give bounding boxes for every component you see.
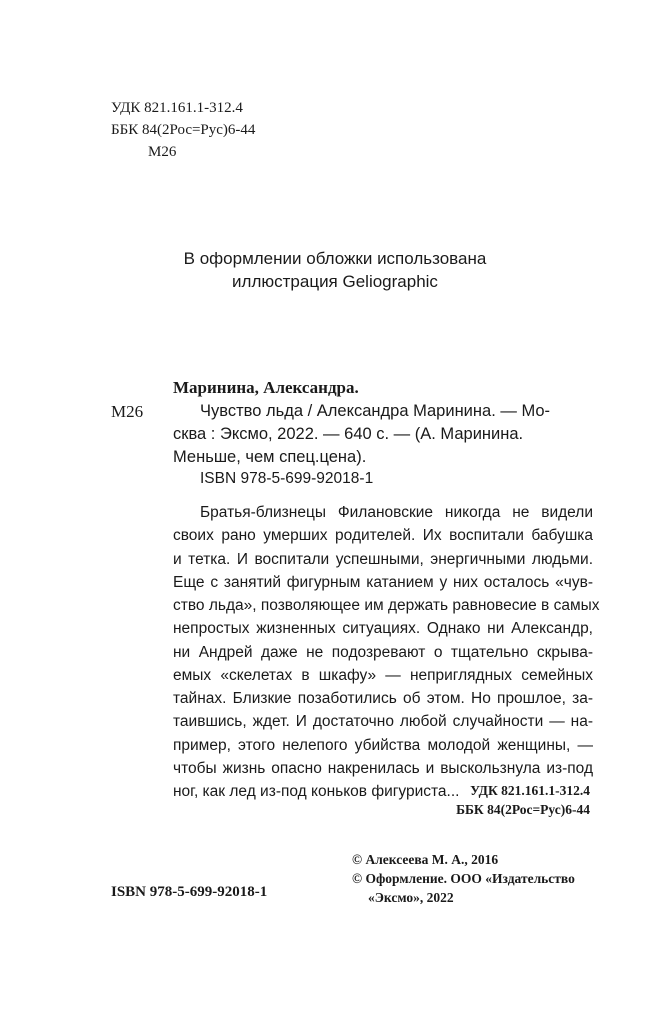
cutter-code-top: М26 (148, 144, 177, 160)
annotation-line: ство льда», позволяющее им держать равновесие в самых (173, 597, 600, 614)
udk-code-top: УДК 821.161.1-312.4 (111, 100, 243, 116)
copyright-author: © Алексеева М. А., 2016 (352, 852, 499, 867)
bibliographic-description (173, 400, 593, 469)
biblio-line: Меньше, чем спец.цена). (173, 448, 367, 466)
annotation-line: Братья-близнецы Филановские никогда не видели (200, 504, 593, 521)
annotation-line: ни Андрей даже не подозревают о тщательно скрыва- (173, 643, 593, 661)
isbn-bottom: ISBN 978-5-699-92018-1 (111, 884, 268, 900)
annotation-line: тайнах. Близкие позаботились об этом. Но прошлое, за- (173, 690, 593, 707)
annotation-line: таившись, ждет. И достаточно любой случайности — на- (173, 713, 593, 731)
cutter-code: М26 (111, 402, 144, 421)
bbk-code-top: ББК 84(2Рос=Рус)6-44 (111, 122, 256, 138)
annotation-line: и тетка. И воспитали успешными, энергичными людьми. (173, 550, 593, 568)
isbn-entry: ISBN 978-5-699-92018-1 (200, 470, 374, 487)
annotation-line: пример, этого нелепого убийства молодой женщины, — (173, 736, 593, 754)
copyright-design: © Оформление. ООО «Издательство (352, 871, 575, 886)
cover-illustration-note (160, 247, 510, 293)
cover-note-line: иллюстрация Geliographic (232, 272, 438, 291)
annotation (173, 501, 600, 803)
annotation-line: ног, как лед из-под коньков фигуриста... (173, 783, 460, 800)
udk-code-bottom: УДК 821.161.1-312.4 (470, 783, 590, 798)
annotation-line: непростых жизненных ситуациях. Однако ни Александр, (173, 620, 593, 638)
annotation-line: емых «скелетах в шкафу» — неприглядных семейных (173, 666, 593, 684)
biblio-line: Чувство льда / Александра Маринина. — Мо- (200, 402, 551, 420)
cover-note-line: В оформлении обложки использована (183, 249, 487, 268)
bbk-code-bottom: ББК 84(2Рос=Рус)6-44 (456, 802, 590, 817)
annotation-line: чтобы жизнь опасно накренилась и выскользнула из-под (173, 759, 593, 777)
biblio-line: сква : Эксмо, 2022. — 640 с. — (А. Маринина. (173, 425, 524, 443)
annotation-line: своих рано умерших родителей. Их воспитали бабушка (173, 527, 593, 545)
annotation-line: Еще с занятий фигурным катанием у них осталось «чув- (173, 573, 593, 591)
copyright-design-cont: «Эксмо», 2022 (368, 890, 454, 905)
author-heading: Маринина, Александра. (173, 378, 359, 397)
